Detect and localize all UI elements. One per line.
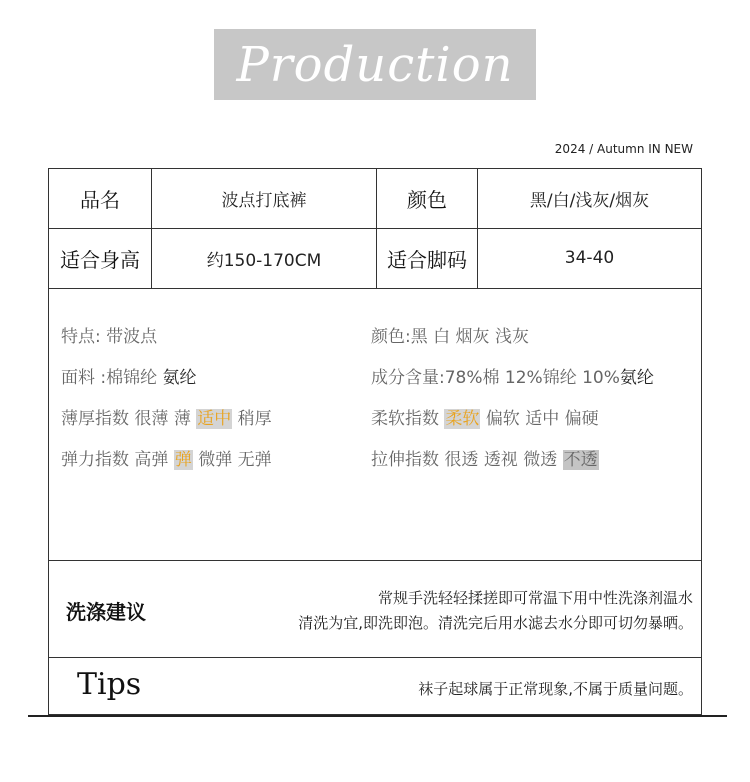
color-label: 颜色 [407,188,447,212]
softness-selected: 柔软 [445,409,480,429]
elasticity-opt: 微弹 [198,450,233,470]
tips-label: Tips [77,667,142,702]
size-value-cell [478,228,701,288]
height-label: 适合身高 [60,247,140,272]
softness-opt: 适中 [525,409,560,429]
washing-line-1: 常规手洗轻轻揉搓即可常温下用中性洗涤剂温水 [377,589,693,607]
bottom-divider [28,715,727,717]
stretch-opt: 透视 [483,450,518,470]
feature-fabric [61,363,197,388]
feature-colors: 颜色:黑 白 烟灰 浅灰 [371,327,529,347]
spec-row-height-size [49,228,701,289]
stretch-label: 拉伸指数 [371,450,439,470]
thickness-opt: 薄 [173,409,191,429]
color-value: 黑/白/浅灰/烟灰 [529,191,650,211]
elasticity-opt: 高弹 [134,450,169,470]
size-label: 适合脚码 [387,247,467,272]
name-value: 波点打底裤 [221,191,307,211]
name-label-cell [49,169,152,228]
composition-text: 成分含量:78%棉 12%锦纶 10% [371,368,620,388]
color-label-cell [377,169,478,228]
washing-line-2: 清洗为宜,即洗即泡。清洗完后用水滤去水分即可切勿暴晒。 [298,614,693,632]
height-value: 约150-170CM [206,250,322,271]
composition-bold: 氨纶 [619,368,654,388]
size-label-cell [377,228,478,288]
softness-label: 柔软指数 [371,409,439,429]
production-banner [214,29,536,100]
elasticity-opt: 无弹 [237,450,272,470]
feature-composition [371,363,654,388]
tips-text: 袜子起球属于正常现象,不属于质量问题。 [418,680,693,698]
washing-instructions [298,586,693,636]
thickness-opt: 很薄 [134,409,169,429]
washing-section [49,560,701,658]
season-label: 2024 / Autumn IN NEW [554,142,693,156]
height-value-cell [152,228,377,288]
height-label-cell [49,228,152,288]
product-spec-table [48,168,702,715]
softness-opt: 偏硬 [564,409,599,429]
stretch-opt: 很透 [444,450,479,470]
stretch-selected: 不透 [563,450,598,470]
stretch-opt: 微透 [523,450,558,470]
thickness-opt: 稍厚 [237,409,272,429]
stretch-index [371,445,599,470]
fabric-bold: 氨纶 [162,368,197,388]
fabric-text: 面料 :棉锦纶 [61,368,158,388]
thickness-selected: 适中 [197,409,232,429]
name-value-cell [152,169,377,228]
thickness-label: 薄厚指数 [61,409,129,429]
washing-label: 洗涤建议 [66,600,146,624]
spec-row-name-color [49,169,701,229]
softness-opt: 偏软 [485,409,520,429]
tips-section [49,657,701,715]
thickness-index [61,404,272,429]
elasticity-index [61,445,272,470]
feature-trait: 特点: 带波点 [61,327,158,347]
name-label: 品名 [80,188,120,212]
elasticity-label: 弹力指数 [61,450,129,470]
features-section [49,288,701,561]
softness-index [371,404,599,429]
elasticity-selected: 弹 [174,450,192,470]
color-value-cell [478,169,701,228]
size-value: 34-40 [564,248,615,268]
banner-title: Production [236,36,514,93]
